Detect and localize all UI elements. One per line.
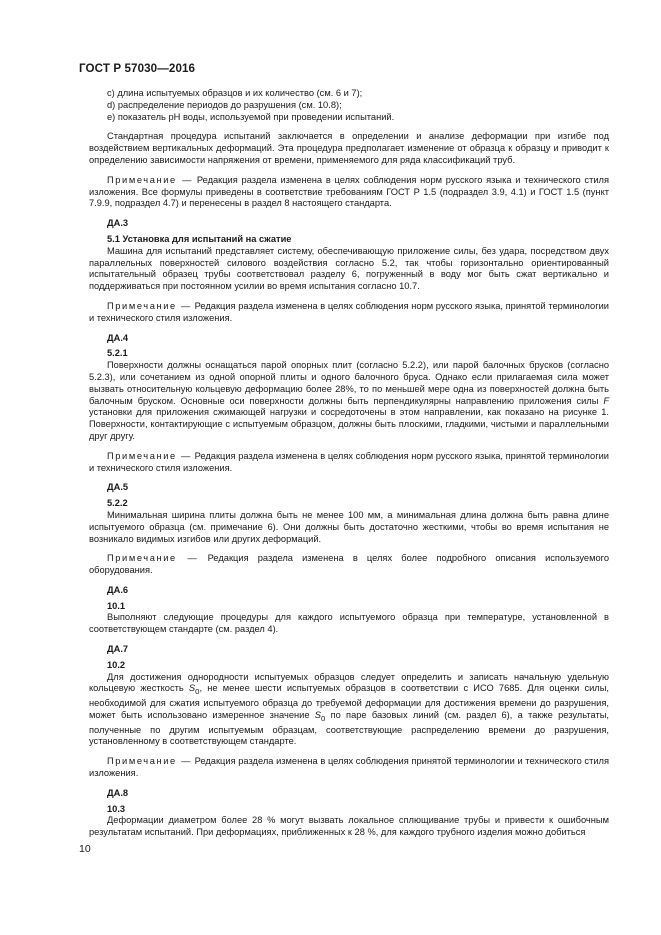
symbol-s0: S	[188, 683, 196, 694]
note-prefix: Примечание —	[107, 174, 194, 185]
section-heading-5-1: 5.1 Установка для испытаний на сжатие	[107, 233, 292, 244]
section-label-da4: ДА.4	[107, 332, 129, 343]
note-text: Редакция раздела изменена в целях соблюдения норм русского языка, принятой терминологии и технического стиля изложения.	[89, 450, 609, 473]
section-label-da8: ДА.8	[107, 787, 129, 798]
note-da3	[89, 301, 609, 325]
note-da7	[89, 756, 609, 780]
clause-number: 10.2	[107, 659, 126, 670]
paragraph-da5: Минимальная ширина плиты должна быть не менее 100 мм, а минимальная длина должна быть равна длине испытуемого образца (см. примечание 6). Они должны быть достаточно жесткими, чтобы во время испытания не возникало видимых изгибов или других деформаций.	[89, 509, 609, 544]
note-prefix: Примечание —	[107, 300, 192, 311]
note-da5	[89, 553, 609, 577]
page-number: 10	[79, 843, 91, 855]
clause-number: 10.3	[107, 803, 126, 814]
symbol-f: F	[603, 395, 609, 406]
section-label-da6: ДА.6	[107, 584, 129, 595]
list-item: е) показатель pH воды, используемой при проведении испытаний.	[107, 111, 395, 122]
note-text: Редакция раздела изменена в целях соблюдения принятой терминологии и технического стиля изложения.	[89, 756, 609, 778]
paragraph-da4	[89, 360, 609, 443]
paragraph-da7	[89, 672, 609, 749]
text-segment: , не менее шести испытуемых образцов в соответствии с ИСО 7685. Для оценки силы, необходимой для сжатия испытуемого образца до требуемой деформации для достижения времени до разрушения, может быть использовано измеренное значение	[89, 683, 609, 720]
text-segment: Для достижения однородности испытуемых образцов следует определить и записать начальную удельную кольцевую жесткость	[89, 671, 609, 694]
section-label-da3: ДА.3	[107, 218, 129, 229]
text-segment: по паре базовых линий (см. раздел 6), а также результаты, полученные по другим испытуемым образцам, соответствующие распределению времени до разрушения, установленному в соответствующем стандарте.	[89, 709, 609, 747]
section-label-da7: ДА.7	[107, 644, 129, 655]
document-header: ГОСТ Р 57030—2016	[79, 62, 196, 75]
note-1	[89, 175, 609, 210]
note-da4	[89, 451, 609, 475]
note-text: Редакция раздела изменена в целях соблюдения норм русского языка и технического стиля изложения. Все формулы приведены в соответствие требованиям ГОСТ Р 1.5 (подраздел 3.9, 4.1) и ГОСТ 1.5 (пункт 7.9.9, подраздел 4.7) и перенесены в раздел 8 настоящего стандарта.	[89, 174, 609, 209]
symbol-s0: S	[314, 709, 321, 720]
document-body	[89, 88, 609, 839]
clause-number: 5.2.2	[107, 498, 128, 509]
symbol-s0-subscript: 0	[195, 687, 200, 697]
note-text: Редакция раздела изменена в целях более подробного описания используемого оборудования.	[89, 553, 609, 576]
paragraph-standard-procedure: Стандартная процедура испытаний заключается в определении и анализе деформации при изгибе под воздействием вертикальных деформаций. Эта процедура предполагает изменение от образца к образцу и приводит к определению зависимости напряжения от времени, применяемого для ряда классификаций труб.	[89, 131, 609, 165]
paragraph-da8: Деформации диаметром более 28 % могут вызвать локальное сплющивание трубы и привести к ошибочным результатам испытаний. При деформациях, приближенных к 28 %, для каждого трубного изделия можно добиться	[89, 815, 609, 838]
text-segment: Поверхности должны оснащаться парой опорных плит (согласно 5.2.2), или парой балочных брусков (согласно 5.2.3), или сочетанием из одной опорной плиты и одного балочного бруса. Однако если прилагаемая сила может вызвать относительную кольцевую деформацию более 28%, то по меньшей мере одна из поверхностей должна быть балочным бруском. Основные оси поверхности должны быть перпендикулярны направлению приложения силы	[89, 360, 609, 406]
clause-number: 5.2.1	[107, 348, 128, 359]
note-prefix: Примечание —	[107, 756, 192, 767]
note-prefix: Примечание —	[107, 450, 192, 461]
text-segment: установки для приложения сжимающей нагрузки и сосредоточены в этом направлении, как показано на рисунке 1. Поверхности, контактирующие с испытуемым образцом, должны быть плоскими, гладкими, чистыми и параллельными друг другу.	[89, 407, 609, 441]
clause-number: 10.1	[107, 600, 126, 611]
paragraph-da3: Машина для испытаний представляет систему, обеспечивающую приложение силы, без удара, посредством двух параллельных поверхностей силового воздействия согласно 5.2, так чтобы горизонтально ориентированный испытательный образец трубы соответствовал разделу 6, погруженный в воду мог быть сжат вертикально и поддерживаться при постоянном усилии во время испытания согласно 10.7.	[89, 245, 609, 292]
note-text: Редакция раздела изменена в целях соблюдения норм русского языка, принятой терминологии и технического стиля изложения.	[89, 300, 609, 323]
symbol-s0-subscript: 0	[321, 713, 326, 723]
paragraph-da6: Выполняют следующие процедуры для каждого испытуемого образца при температуре, установленной в соответствующем стандарте (см. раздел 4).	[89, 612, 609, 635]
list-item: с) длина испытуемых образцов и их количество (см. 6 и 7);	[107, 88, 363, 98]
section-label-da5: ДА.5	[107, 482, 129, 493]
list-item: d) распределение периодов до разрушения (см. 10.8);	[107, 99, 342, 110]
note-prefix: Примечание —	[107, 553, 199, 564]
